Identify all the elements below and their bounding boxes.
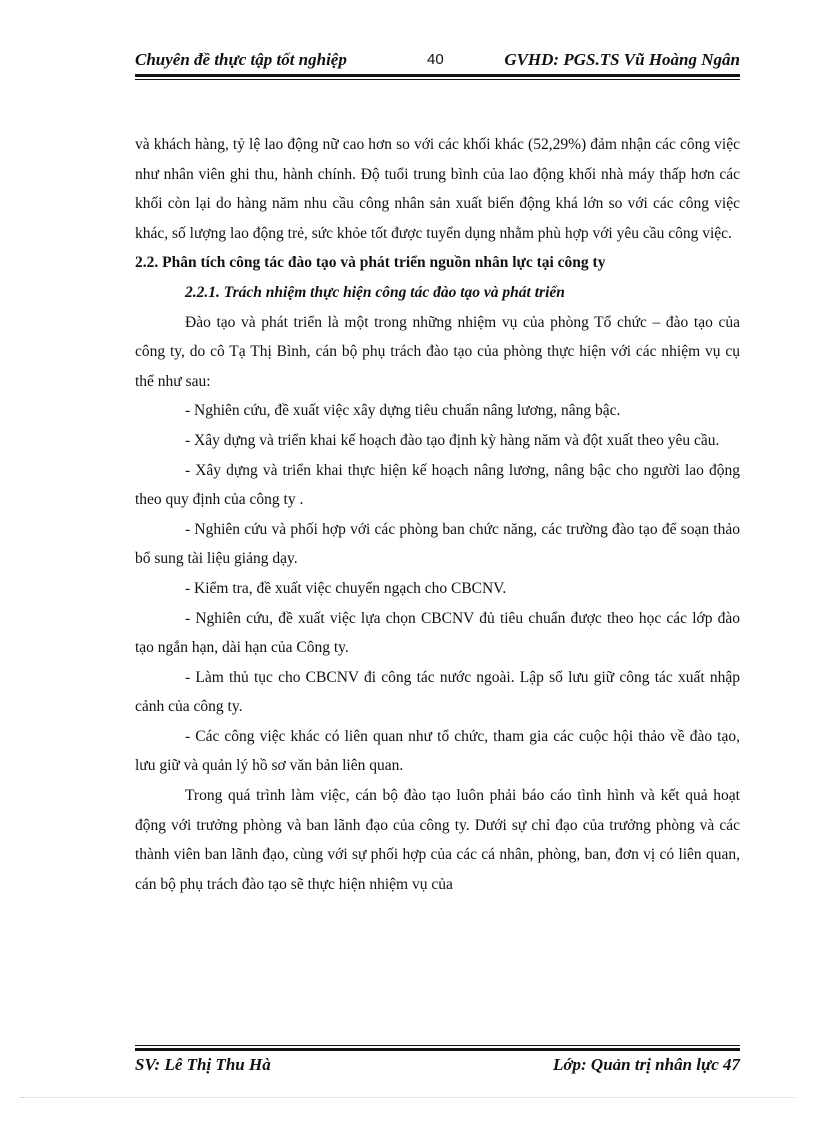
section-heading-2-2: 2.2. Phân tích công tác đào tạo và phát triển nguồn nhân lực tại công ty [135,254,606,272]
header-report-title: Chuyên đề thực tập tốt nghiệp [135,50,347,69]
page-edge-divider [20,1097,796,1098]
page-footer [135,1055,740,1079]
list-item: - Xây dựng và triển khai kế hoạch đào tạo định kỳ hàng năm và đột xuất theo yêu cầu. [185,431,720,449]
paragraph-intro-duties: Đào tạo và phát triển là một trong những nhiệm vụ của phòng Tổ chức – đào tạo của công ty, do cô Tạ Thị Bình, cán bộ phụ trách đào tạo của phòng thực hiện với các nhiệm vụ cụ thể như sau: [135,313,740,390]
page-number: 40 [427,51,444,68]
list-item: - Kiểm tra, đề xuất việc chuyển ngạch cho CBCNV. [185,579,507,597]
list-item: - Nghiên cứu, đề xuất việc xây dựng tiêu chuẩn nâng lương, nâng bậc. [185,402,621,420]
list-item: - Các công việc khác có liên quan như tổ chức, tham gia các cuộc hội thảo về đào tạo, lưu giữ và quản lý hồ sơ văn bản liên quan. [135,727,740,775]
header-rule-thin [135,79,740,80]
list-item: - Làm thủ tục cho CBCNV đi công tác nước ngoài. Lập sổ lưu giữ công tác xuất nhập cảnh của công ty. [135,668,740,716]
page-header [135,48,740,74]
paragraph-reporting: Trong quá trình làm việc, cán bộ đào tạo luôn phải báo cáo tình hình và kết quả hoạt động với trưởng phòng và ban lãnh đạo của công ty. Dưới sự chỉ đạo của trưởng phòng và các thành viên ban lãnh đạo, cùng với sự phối hợp của các cá nhân, phòng, ban, đơn vị có liên quan, cán bộ phụ trách đào tạo sẽ thực hiện nhiệm vụ của [135,787,740,893]
page-body [135,130,740,899]
header-supervisor: GVHD: PGS.TS Vũ Hoàng Ngân [504,50,740,69]
list-item: - Nghiên cứu, đề xuất việc lựa chọn CBCNV đủ tiêu chuẩn được theo học các lớp đào tạo ngắn hạn, dài hạn của Công ty. [135,609,740,657]
footer-rule-thin [135,1045,740,1046]
list-item: - Nghiên cứu và phối hợp với các phòng ban chức năng, các trường đào tạo để soạn thảo bổ sung tài liệu giảng dạy. [135,520,740,568]
list-item: - Xây dựng và triển khai thực hiện kế hoạch nâng lương, nâng bậc cho người lao động theo quy định của công ty . [135,461,740,509]
footer-rule-thick [135,1048,740,1051]
subsection-heading-2-2-1: 2.2.1. Trách nhiệm thực hiện công tác đào tạo và phát triển [185,283,565,301]
header-rule-thick [135,74,740,77]
footer-student-name: SV: Lê Thị Thu Hà [135,1055,271,1074]
footer-class-name: Lớp: Quản trị nhân lực 47 [553,1055,740,1074]
paragraph-continuation: và khách hàng, tỷ lệ lao động nữ cao hơn so với các khối khác (52,29%) đảm nhận các công việc như nhân viên ghi thu, hành chính. Độ tuổi trung bình của lao động khối nhà máy thấp hơn các khối còn lại do hàng năm nhu cầu công nhân sản xuất biến động khá lớn so với các công việc khác, số lượng lao động trẻ, sức khỏe tốt được tuyển dụng nhằm phù hợp với yêu cầu công việc. [135,136,740,242]
